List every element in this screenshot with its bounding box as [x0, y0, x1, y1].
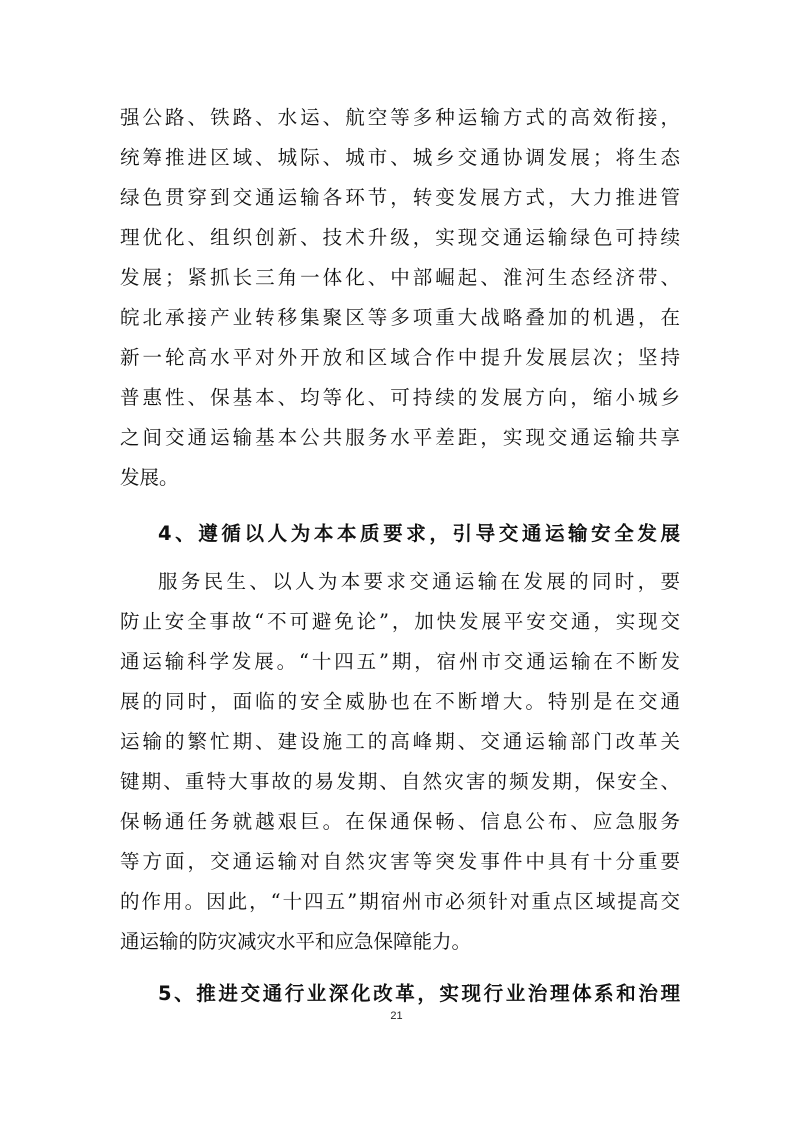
paragraph-line: 绿色贯穿到交通运输各环节，转变发展方式，大力推进管: [120, 186, 680, 209]
paragraph-line: 等方面，交通运输对自然灾害等突发事件中具有十分重要: [120, 850, 680, 873]
paragraph-line: 强公路、铁路、水运、航空等多种运输方式的高效衔接，: [120, 106, 680, 129]
paragraph-line: 皖北承接产业转移集聚区等多项重大战略叠加的机遇，在: [120, 306, 680, 329]
paragraph-line: 键期、重特大事故的易发期、自然灾害的频发期，保安全、: [120, 770, 680, 793]
paragraph-line: 保畅通任务就越艰巨。在保通保畅、信息公布、应急服务: [120, 810, 680, 833]
paragraph-line: 之间交通运输基本公共服务水平差距，实现交通运输共享: [120, 426, 680, 449]
paragraph-line: 新一轮高水平对外开放和区域合作中提升发展层次；坚持: [120, 346, 680, 369]
paragraph-line: 理优化、组织创新、技术升级，实现交通运输绿色可持续: [120, 226, 680, 249]
paragraph-line: 的作用。因此，“十四五”期宿州市必须针对重点区域提高交: [120, 890, 680, 913]
page-number: 21: [390, 1010, 403, 1022]
section-heading-5: 5、推进交通行业深化改革，实现行业治理体系和治理: [158, 982, 680, 1005]
paragraph-line: 服务民生、以人为本要求交通运输在发展的同时，要: [158, 570, 680, 593]
paragraph-line: 展的同时，面临的安全威胁也在不断增大。特别是在交通: [120, 690, 680, 713]
paragraph-line: 运输的繁忙期、建设施工的高峰期、交通运输部门改革关: [120, 730, 680, 753]
paragraph-line: 通运输科学发展。“十四五”期，宿州市交通运输在不断发: [120, 650, 680, 673]
section-heading-4: 4、遵循以人为本本质要求，引导交通运输安全发展: [158, 522, 680, 545]
paragraph-line: 通运输的防灾减灾水平和应急保障能力。: [120, 930, 472, 953]
paragraph-line: 发展；紧抓长三角一体化、中部崛起、淮河生态经济带、: [120, 266, 680, 289]
paragraph-line: 防止安全事故“不可避免论”，加快发展平安交通，实现交: [120, 610, 680, 633]
paragraph-line: 普惠性、保基本、均等化、可持续的发展方向，缩小城乡: [120, 386, 680, 409]
paragraph-line: 发展。: [120, 466, 179, 489]
paragraph-line: 统筹推进区域、城际、城市、城乡交通协调发展；将生态: [120, 146, 680, 169]
